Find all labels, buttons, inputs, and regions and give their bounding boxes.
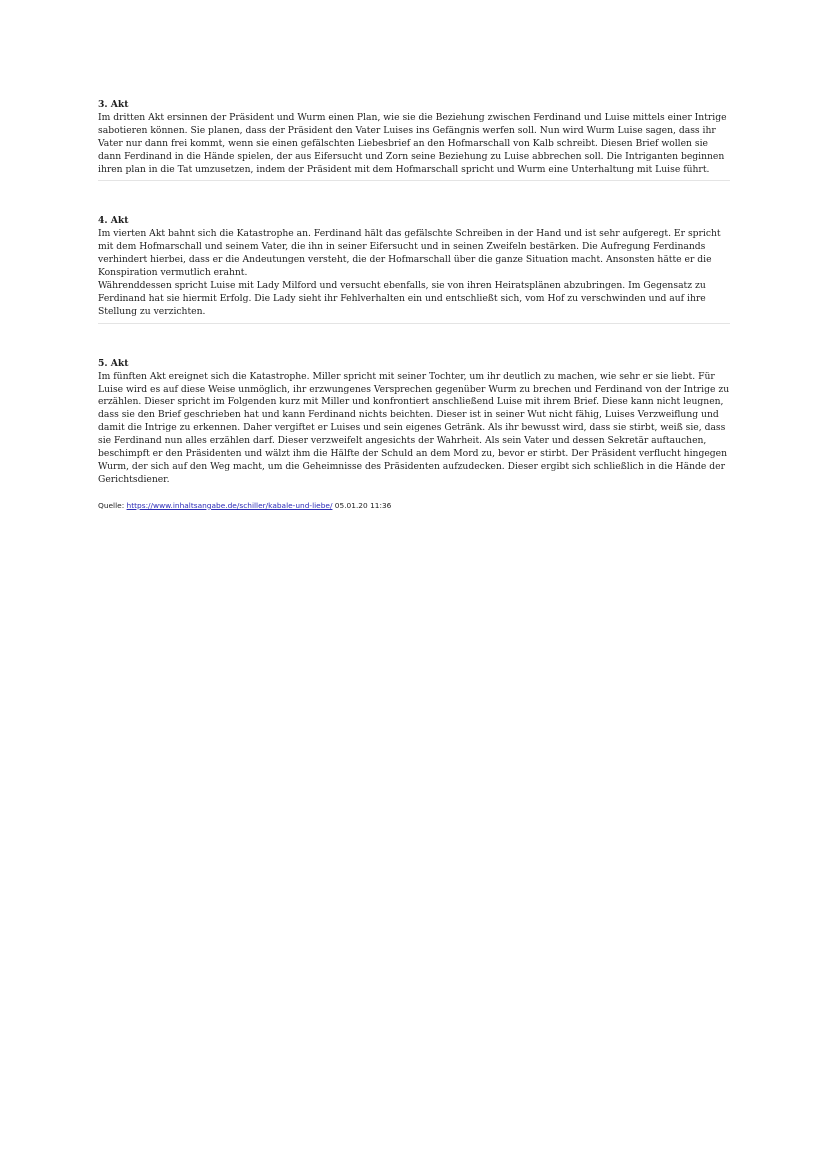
source-link[interactable]: https://www.inhaltsangabe.de/schiller/kabale-und-liebe/ — [126, 500, 333, 510]
section-paragraph: Im fünften Akt ereignet sich die Katastrophe. Miller spricht mit seiner Tochter, um ihr deutlich zu machen, wie sehr er sie liebt. Für Luise wird es auf diese Weise unmöglich, ihr erzwungenes Versprechen gegenüber Wurm zu brechen und Ferdinand von der Intrige zu erzählen. Dieser spricht im Folgenden kurz mit Miller und konfrontiert anschließend Luise mit ihrem Brief. Diese kann nicht leugnen, dass sie den Brief geschrieben hat und kann Ferdinand nichts beichten. Dieser ist in seiner Wut nicht fähig, Luises Verzweiflung und damit die Intrige zu erkennen. Daher vergiftet er Luises und sein eigenes Getränk. Als ihr bewusst wird, dass sie stirbt, weiß sie, dass sie Ferdinand nun alles erzählen darf. Dieser verzweifelt angesichts der Wahrheit. Als sein Vater und dessen Sekretär auftauchen, beschimpft er den Präsidenten und wälzt ihm die Hälfte der Schuld an dem Mord zu, bevor er stirbt. Der Präsident verflucht hingegen Wurm, der sich auf den Weg macht, um die Geheimnisse des Präsidenten aufzudecken. Dieser ergibt sich schließlich in die Hände der Gerichtsdiener. — [98, 370, 730, 485]
document-page — [98, 99, 730, 511]
section-paragraph: Währenddessen spricht Luise mit Lady Milford und versucht ebenfalls, sie von ihren Heiratsplänen abzubringen. Im Gegensatz zu Ferdinand hat sie hiermit Erfolg. Die Lady sieht ihr Fehlverhalten ein und entschließt sich, vom Hof zu verschwinden und auf ihre Stellung zu verzichten. — [98, 279, 706, 317]
section-act-3 — [98, 99, 730, 176]
source-timestamp: 05.01.20 11:36 — [332, 500, 392, 510]
section-paragraph: Im dritten Akt ersinnen der Präsident und Wurm einen Plan, wie sie die Beziehung zwischen Ferdinand und Luise mittels einer Intrige sabotieren können. Sie planen, dass der Präsident den Vater Luises ins Gefängnis werfen soll. Nun wird Wurm Luise sagen, dass ihr Vater nur dann frei kommt, wenn sie einen gefälschten Liebesbrief an den Hofmarschall von Kalb schreibt. Diesen Brief wollen sie dann Ferdinand in die Hände spielen, der aus Eifersucht und Zorn seine Beziehung zu Luise abbrechen soll. Die Intriganten beginnen ihren plan in die Tat umzusetzen, indem der Präsident mit dem Hofmarschall spricht und Wurm eine Unterhaltung mit Luise führt. — [98, 111, 727, 175]
section-divider — [98, 180, 730, 181]
section-paragraph: Im vierten Akt bahnt sich die Katastrophe an. Ferdinand hält das gefälschte Schreiben in der Hand und ist sehr aufgeregt. Er spricht mit dem Hofmarschall und seinem Vater, die ihn in seiner Eifersucht und in seinen Zweifeln bestärken. Die Aufregung Ferdinands verhindert hierbei, dass er die Andeutungen versteht, die der Hofmarschall über die ganze Situation macht. Ansonsten hätte er die Konspiration vermutlich erahnt. — [98, 228, 721, 279]
section-act-5 — [98, 358, 730, 487]
section-act-4 — [98, 215, 730, 318]
source-line — [98, 501, 730, 511]
section-title: 3. Akt — [98, 99, 129, 110]
section-divider — [98, 323, 730, 324]
section-title: 4. Akt — [98, 215, 129, 227]
section-title: 5. Akt — [98, 357, 129, 369]
source-label: Quelle: — [98, 500, 127, 510]
